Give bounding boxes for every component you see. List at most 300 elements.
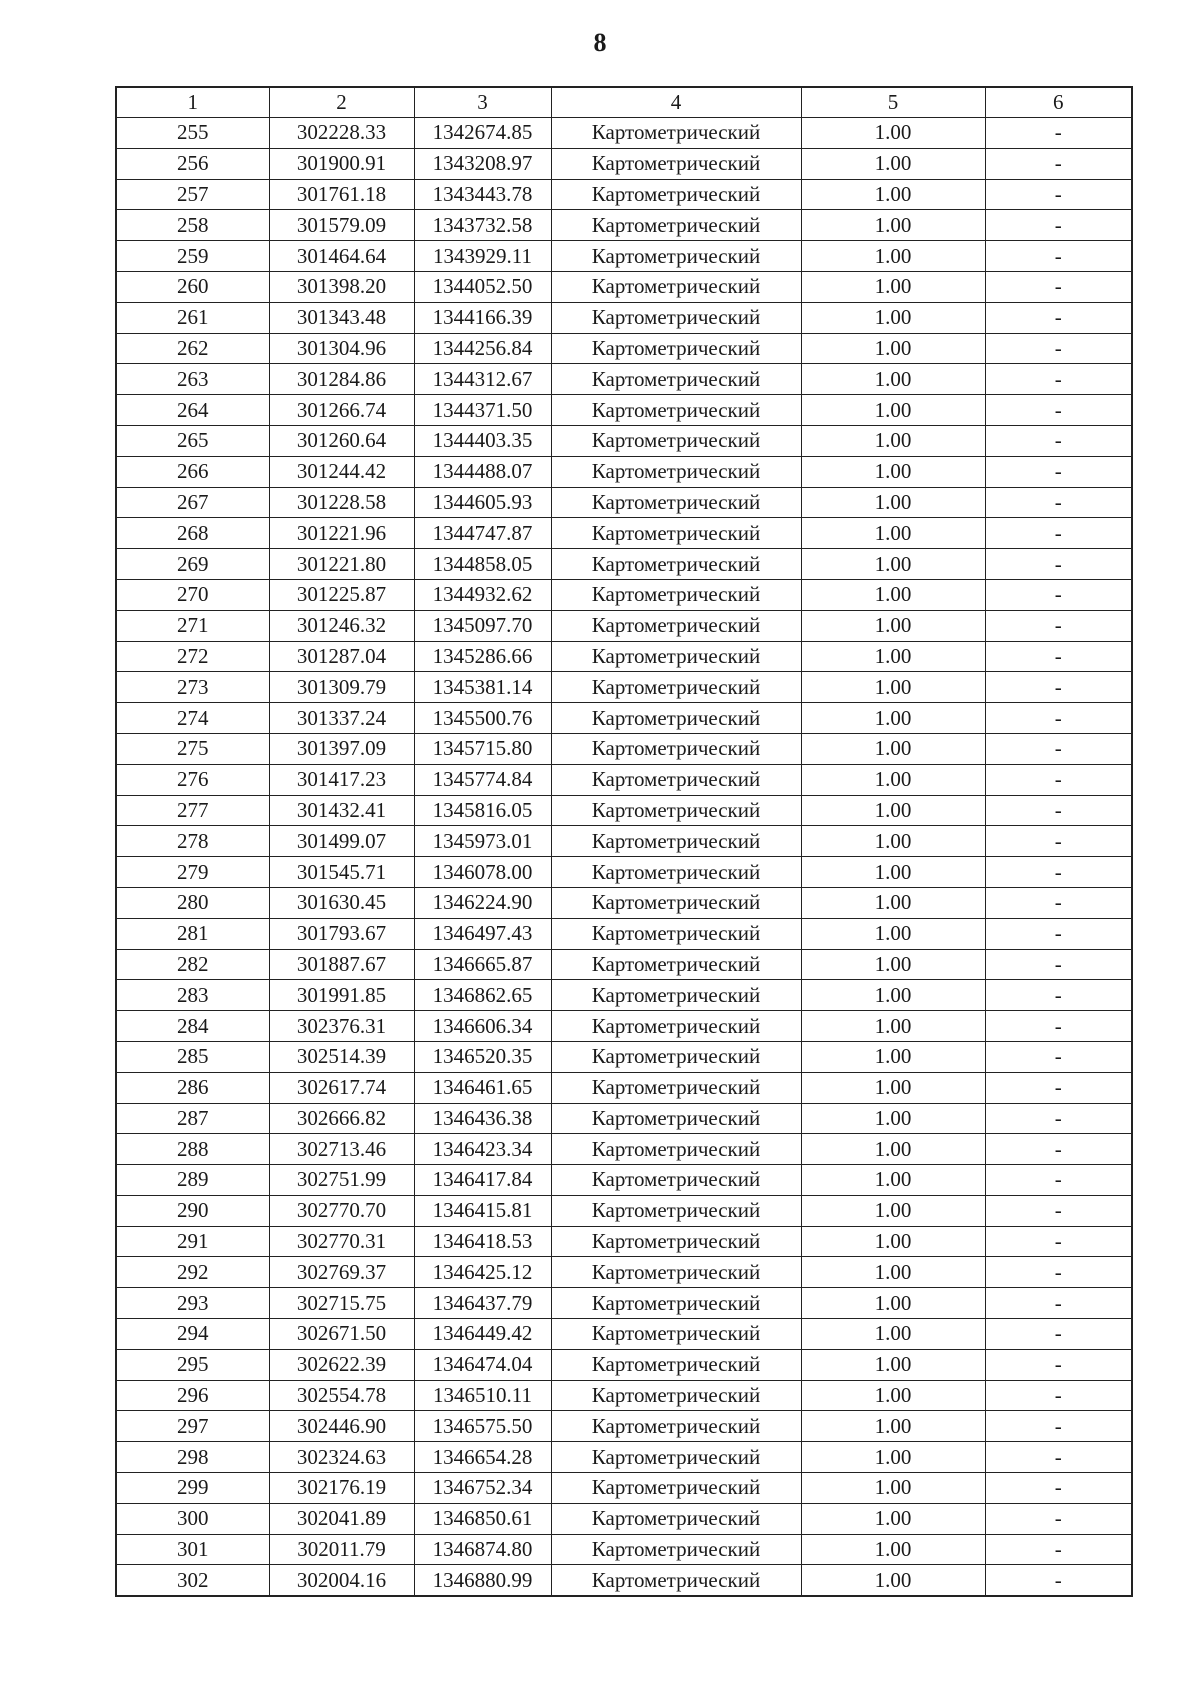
table-cell: 1.00 (801, 579, 985, 610)
table-cell: 297 (116, 1411, 269, 1442)
table-cell: Картометрический (551, 1011, 801, 1042)
table-row (116, 579, 1132, 610)
table-cell: 301266.74 (269, 395, 414, 426)
table-cell: 255 (116, 118, 269, 149)
table-cell: 302324.63 (269, 1442, 414, 1473)
table-cell: 1343208.97 (414, 148, 551, 179)
table-cell: 1.00 (801, 857, 985, 888)
table-row (116, 764, 1132, 795)
table-cell: 278 (116, 826, 269, 857)
table-cell: 1.00 (801, 210, 985, 241)
table-cell: 1.00 (801, 241, 985, 272)
table-cell: Картометрический (551, 672, 801, 703)
table-cell: Картометрический (551, 764, 801, 795)
column-header: 6 (985, 87, 1132, 118)
table-cell: 270 (116, 579, 269, 610)
table-cell: Картометрический (551, 1473, 801, 1504)
table-cell: - (985, 1134, 1132, 1165)
table-cell: Картометрический (551, 1165, 801, 1196)
table-cell: Картометрический (551, 549, 801, 580)
table-cell: - (985, 949, 1132, 980)
table-row (116, 1288, 1132, 1319)
table-cell: 301793.67 (269, 918, 414, 949)
table-cell: 287 (116, 1103, 269, 1134)
table-cell: 271 (116, 610, 269, 641)
table-cell: 1.00 (801, 672, 985, 703)
table-cell: 298 (116, 1442, 269, 1473)
table-cell: 1345381.14 (414, 672, 551, 703)
table-cell: 286 (116, 1072, 269, 1103)
table-cell: 1.00 (801, 1319, 985, 1350)
table-cell: Картометрический (551, 1257, 801, 1288)
table-cell: 1.00 (801, 918, 985, 949)
table-cell: - (985, 641, 1132, 672)
table-cell: Картометрический (551, 241, 801, 272)
table-cell: 301417.23 (269, 764, 414, 795)
table-cell: - (985, 857, 1132, 888)
table-cell: - (985, 980, 1132, 1011)
table-header-row (116, 87, 1132, 118)
table-cell: - (985, 887, 1132, 918)
table-cell: - (985, 1565, 1132, 1596)
table-cell: 280 (116, 887, 269, 918)
table-cell: 282 (116, 949, 269, 980)
table-cell: Картометрический (551, 579, 801, 610)
table-cell: 265 (116, 425, 269, 456)
table-cell: 1346880.99 (414, 1565, 551, 1596)
table-cell: 258 (116, 210, 269, 241)
table-cell: 259 (116, 241, 269, 272)
table-row (116, 333, 1132, 364)
table-row (116, 425, 1132, 456)
table-cell: 1345097.70 (414, 610, 551, 641)
table-cell: 1345816.05 (414, 795, 551, 826)
table-cell: 302004.16 (269, 1565, 414, 1596)
table-cell: 301499.07 (269, 826, 414, 857)
table-cell: Картометрический (551, 826, 801, 857)
table-cell: 1345973.01 (414, 826, 551, 857)
table-cell: Картометрический (551, 179, 801, 210)
table-cell: 1344403.35 (414, 425, 551, 456)
table-cell: - (985, 1349, 1132, 1380)
table-row (116, 1411, 1132, 1442)
table-cell: 1.00 (801, 1473, 985, 1504)
table-cell: - (985, 733, 1132, 764)
table-cell: 266 (116, 456, 269, 487)
table-cell: Картометрический (551, 456, 801, 487)
table-row (116, 271, 1132, 302)
table-cell: 301260.64 (269, 425, 414, 456)
table-cell: 1346850.61 (414, 1503, 551, 1534)
table-row (116, 118, 1132, 149)
table-cell: - (985, 1226, 1132, 1257)
table-cell: 276 (116, 764, 269, 795)
table-cell: 260 (116, 271, 269, 302)
table-cell: - (985, 487, 1132, 518)
table-cell: 302713.46 (269, 1134, 414, 1165)
table-cell: 1344166.39 (414, 302, 551, 333)
table-cell: - (985, 795, 1132, 826)
page-number: 8 (593, 28, 607, 57)
column-header: 5 (801, 87, 985, 118)
table-cell: Картометрический (551, 1442, 801, 1473)
table-cell: Картометрический (551, 1226, 801, 1257)
table-cell: 1346606.34 (414, 1011, 551, 1042)
table-cell: 296 (116, 1380, 269, 1411)
table-cell: Картометрический (551, 795, 801, 826)
table-cell: 301464.64 (269, 241, 414, 272)
table-cell: 1346449.42 (414, 1319, 551, 1350)
table-row (116, 672, 1132, 703)
table-cell: - (985, 549, 1132, 580)
table-cell: - (985, 1380, 1132, 1411)
table-cell: 1346575.50 (414, 1411, 551, 1442)
table-cell: - (985, 1319, 1132, 1350)
table-cell: Картометрический (551, 1565, 801, 1596)
table-cell: 301337.24 (269, 703, 414, 734)
table-cell: 281 (116, 918, 269, 949)
table-cell: Картометрический (551, 1134, 801, 1165)
table-cell: - (985, 826, 1132, 857)
table-cell: 1346417.84 (414, 1165, 551, 1196)
table-cell: 1.00 (801, 1380, 985, 1411)
table-row (116, 395, 1132, 426)
table-cell: 273 (116, 672, 269, 703)
table-row (116, 857, 1132, 888)
table-row (116, 918, 1132, 949)
table-cell: 301432.41 (269, 795, 414, 826)
table-cell: 263 (116, 364, 269, 395)
table-cell: 1346436.38 (414, 1103, 551, 1134)
table-cell: 285 (116, 1041, 269, 1072)
table-cell: 1.00 (801, 1288, 985, 1319)
table-cell: 302554.78 (269, 1380, 414, 1411)
table-cell: - (985, 456, 1132, 487)
table-cell: Картометрический (551, 1195, 801, 1226)
table-row (116, 1503, 1132, 1534)
table-cell: 1344932.62 (414, 579, 551, 610)
table-cell: 1.00 (801, 1195, 985, 1226)
table-cell: Картометрический (551, 518, 801, 549)
table-cell: 1.00 (801, 1349, 985, 1380)
table-cell: Картометрический (551, 980, 801, 1011)
table-row (116, 1134, 1132, 1165)
table-cell: 301343.48 (269, 302, 414, 333)
table-cell: 1.00 (801, 1565, 985, 1596)
table-cell: 301287.04 (269, 641, 414, 672)
table-cell: 1346224.90 (414, 887, 551, 918)
table-cell: 268 (116, 518, 269, 549)
table-cell: 302770.31 (269, 1226, 414, 1257)
table-cell: - (985, 271, 1132, 302)
table-cell: - (985, 518, 1132, 549)
table-cell: 261 (116, 302, 269, 333)
table-row (116, 1011, 1132, 1042)
table-cell: - (985, 1442, 1132, 1473)
table-cell: Картометрический (551, 610, 801, 641)
table-cell: - (985, 148, 1132, 179)
table-cell: - (985, 1534, 1132, 1565)
table-cell: Картометрический (551, 733, 801, 764)
table-cell: 1.00 (801, 118, 985, 149)
table-row (116, 1165, 1132, 1196)
table-cell: - (985, 364, 1132, 395)
table-cell: 1.00 (801, 641, 985, 672)
table-body (116, 118, 1132, 1597)
table-cell: - (985, 118, 1132, 149)
table-cell: - (985, 1257, 1132, 1288)
table-cell: - (985, 333, 1132, 364)
table-cell: Картометрический (551, 302, 801, 333)
table-cell: Картометрический (551, 118, 801, 149)
table-cell: 289 (116, 1165, 269, 1196)
table-cell: 269 (116, 549, 269, 580)
table-cell: 1.00 (801, 1503, 985, 1534)
table-cell: Картометрический (551, 395, 801, 426)
table-cell: 302770.70 (269, 1195, 414, 1226)
table-cell: 275 (116, 733, 269, 764)
table-cell: 1.00 (801, 703, 985, 734)
table-cell: 1.00 (801, 1011, 985, 1042)
table-cell: 1344312.67 (414, 364, 551, 395)
table-cell: 302514.39 (269, 1041, 414, 1072)
table-cell: Картометрический (551, 1503, 801, 1534)
table-cell: Картометрический (551, 271, 801, 302)
table-row (116, 703, 1132, 734)
table-cell: 1346752.34 (414, 1473, 551, 1504)
table-cell: Картометрический (551, 949, 801, 980)
table-cell: 1344747.87 (414, 518, 551, 549)
table-cell: 1.00 (801, 1134, 985, 1165)
table-cell: 290 (116, 1195, 269, 1226)
table-cell: - (985, 210, 1132, 241)
table-cell: 1.00 (801, 764, 985, 795)
table-cell: Картометрический (551, 918, 801, 949)
table-cell: - (985, 1011, 1132, 1042)
table-cell: 300 (116, 1503, 269, 1534)
table-cell: 1.00 (801, 333, 985, 364)
table-cell: 272 (116, 641, 269, 672)
table-cell: - (985, 302, 1132, 333)
table-cell: Картометрический (551, 210, 801, 241)
table-cell: Картометрический (551, 1103, 801, 1134)
table-cell: 301304.96 (269, 333, 414, 364)
table-cell: 1.00 (801, 1165, 985, 1196)
table-cell: 302671.50 (269, 1319, 414, 1350)
table-cell: 1.00 (801, 425, 985, 456)
column-header: 1 (116, 87, 269, 118)
table-cell: 274 (116, 703, 269, 734)
table-row (116, 826, 1132, 857)
table-cell: 1346520.35 (414, 1041, 551, 1072)
table-row (116, 241, 1132, 272)
table-cell: - (985, 1288, 1132, 1319)
table-cell: 1.00 (801, 518, 985, 549)
table-cell: 1345500.76 (414, 703, 551, 734)
table-cell: 301221.80 (269, 549, 414, 580)
table-row (116, 1565, 1132, 1596)
table-cell: 1.00 (801, 1534, 985, 1565)
table-cell: 292 (116, 1257, 269, 1288)
coordinates-table (115, 86, 1133, 1597)
table-row (116, 1072, 1132, 1103)
table-cell: 1.00 (801, 1442, 985, 1473)
table-cell: - (985, 1411, 1132, 1442)
table-cell: 1.00 (801, 1411, 985, 1442)
table-cell: 1346474.04 (414, 1349, 551, 1380)
table-cell: Картометрический (551, 1319, 801, 1350)
table-cell: 1.00 (801, 148, 985, 179)
table-cell: 1.00 (801, 1257, 985, 1288)
table-cell: 1.00 (801, 980, 985, 1011)
table-cell: Картометрический (551, 641, 801, 672)
table-cell: - (985, 1473, 1132, 1504)
table-cell: 284 (116, 1011, 269, 1042)
table-row (116, 302, 1132, 333)
table-row (116, 518, 1132, 549)
table-cell: 301228.58 (269, 487, 414, 518)
table-cell: 301579.09 (269, 210, 414, 241)
table-cell: Картометрический (551, 1411, 801, 1442)
table-cell: - (985, 1165, 1132, 1196)
table-cell: 294 (116, 1319, 269, 1350)
table-cell: 1.00 (801, 1103, 985, 1134)
table-cell: - (985, 1503, 1132, 1534)
table-cell: Картометрический (551, 425, 801, 456)
table-row (116, 364, 1132, 395)
table-cell: 301991.85 (269, 980, 414, 1011)
table-row (116, 1442, 1132, 1473)
table-cell: 1.00 (801, 302, 985, 333)
table-cell: Картометрический (551, 1534, 801, 1565)
table-cell: 302751.99 (269, 1165, 414, 1196)
table-cell: 1346510.11 (414, 1380, 551, 1411)
table-row (116, 733, 1132, 764)
table-cell: 1342674.85 (414, 118, 551, 149)
table-cell: 301 (116, 1534, 269, 1565)
table-cell: 301225.87 (269, 579, 414, 610)
column-header: 3 (414, 87, 551, 118)
table-cell: 301397.09 (269, 733, 414, 764)
table-cell: 1343443.78 (414, 179, 551, 210)
table-cell: 302176.19 (269, 1473, 414, 1504)
table-cell: 1346497.43 (414, 918, 551, 949)
table-cell: 301630.45 (269, 887, 414, 918)
table-cell: Картометрический (551, 703, 801, 734)
table-cell: 1.00 (801, 395, 985, 426)
table-cell: 1.00 (801, 1226, 985, 1257)
table-cell: 302715.75 (269, 1288, 414, 1319)
table-cell: 1345286.66 (414, 641, 551, 672)
table-cell: 1346425.12 (414, 1257, 551, 1288)
table-cell: - (985, 1195, 1132, 1226)
table-row (116, 1226, 1132, 1257)
table-cell: 301887.67 (269, 949, 414, 980)
table-cell: 1.00 (801, 271, 985, 302)
table-cell: 1346862.65 (414, 980, 551, 1011)
table-cell: 301761.18 (269, 179, 414, 210)
table-cell: Картометрический (551, 887, 801, 918)
table-cell: 1.00 (801, 826, 985, 857)
table-cell: 1.00 (801, 487, 985, 518)
table-row (116, 1103, 1132, 1134)
table-row (116, 210, 1132, 241)
table-row (116, 949, 1132, 980)
table-cell: 301309.79 (269, 672, 414, 703)
table-cell: - (985, 241, 1132, 272)
table-cell: 257 (116, 179, 269, 210)
table-cell: 1344371.50 (414, 395, 551, 426)
table-cell: - (985, 1103, 1132, 1134)
table-cell: 1346461.65 (414, 1072, 551, 1103)
table-cell: 301398.20 (269, 271, 414, 302)
table-cell: 1344256.84 (414, 333, 551, 364)
table-cell: 295 (116, 1349, 269, 1380)
table-row (116, 1473, 1132, 1504)
table-cell: 1.00 (801, 549, 985, 580)
table-cell: 302 (116, 1565, 269, 1596)
table-row (116, 1257, 1132, 1288)
table-cell: 299 (116, 1473, 269, 1504)
table-row (116, 795, 1132, 826)
table-cell: 1.00 (801, 1072, 985, 1103)
table-cell: Картометрический (551, 1288, 801, 1319)
table-cell: Картометрический (551, 1072, 801, 1103)
table-row (116, 148, 1132, 179)
table-cell: 1346437.79 (414, 1288, 551, 1319)
table-cell: - (985, 579, 1132, 610)
table-cell: 1346654.28 (414, 1442, 551, 1473)
table-row (116, 1534, 1132, 1565)
table-cell: 1346423.34 (414, 1134, 551, 1165)
table-cell: Картометрический (551, 333, 801, 364)
table-cell: 1.00 (801, 456, 985, 487)
table-cell: 277 (116, 795, 269, 826)
table-cell: 301221.96 (269, 518, 414, 549)
column-header: 4 (551, 87, 801, 118)
table-cell: - (985, 672, 1132, 703)
table-cell: 1.00 (801, 949, 985, 980)
table-cell: 293 (116, 1288, 269, 1319)
table-cell: 264 (116, 395, 269, 426)
table-cell: 301244.42 (269, 456, 414, 487)
table-cell: 1343732.58 (414, 210, 551, 241)
table-cell: 288 (116, 1134, 269, 1165)
table-cell: 279 (116, 857, 269, 888)
table-cell: 302769.37 (269, 1257, 414, 1288)
table-cell: Картометрический (551, 1380, 801, 1411)
table-cell: - (985, 918, 1132, 949)
table-cell: 1344488.07 (414, 456, 551, 487)
table-cell: 1.00 (801, 887, 985, 918)
table-row (116, 1195, 1132, 1226)
table-cell: 1344605.93 (414, 487, 551, 518)
table-row (116, 1319, 1132, 1350)
table-cell: 1.00 (801, 733, 985, 764)
table-cell: 1343929.11 (414, 241, 551, 272)
table-cell: 1346418.53 (414, 1226, 551, 1257)
table-row (116, 1349, 1132, 1380)
table-cell: 1344858.05 (414, 549, 551, 580)
table-cell: Картометрический (551, 148, 801, 179)
table-cell: 302041.89 (269, 1503, 414, 1534)
table-cell: 1344052.50 (414, 271, 551, 302)
table-cell: 267 (116, 487, 269, 518)
table-cell: 1.00 (801, 610, 985, 641)
table-cell: Картометрический (551, 857, 801, 888)
table-row (116, 549, 1132, 580)
table-cell: - (985, 1072, 1132, 1103)
